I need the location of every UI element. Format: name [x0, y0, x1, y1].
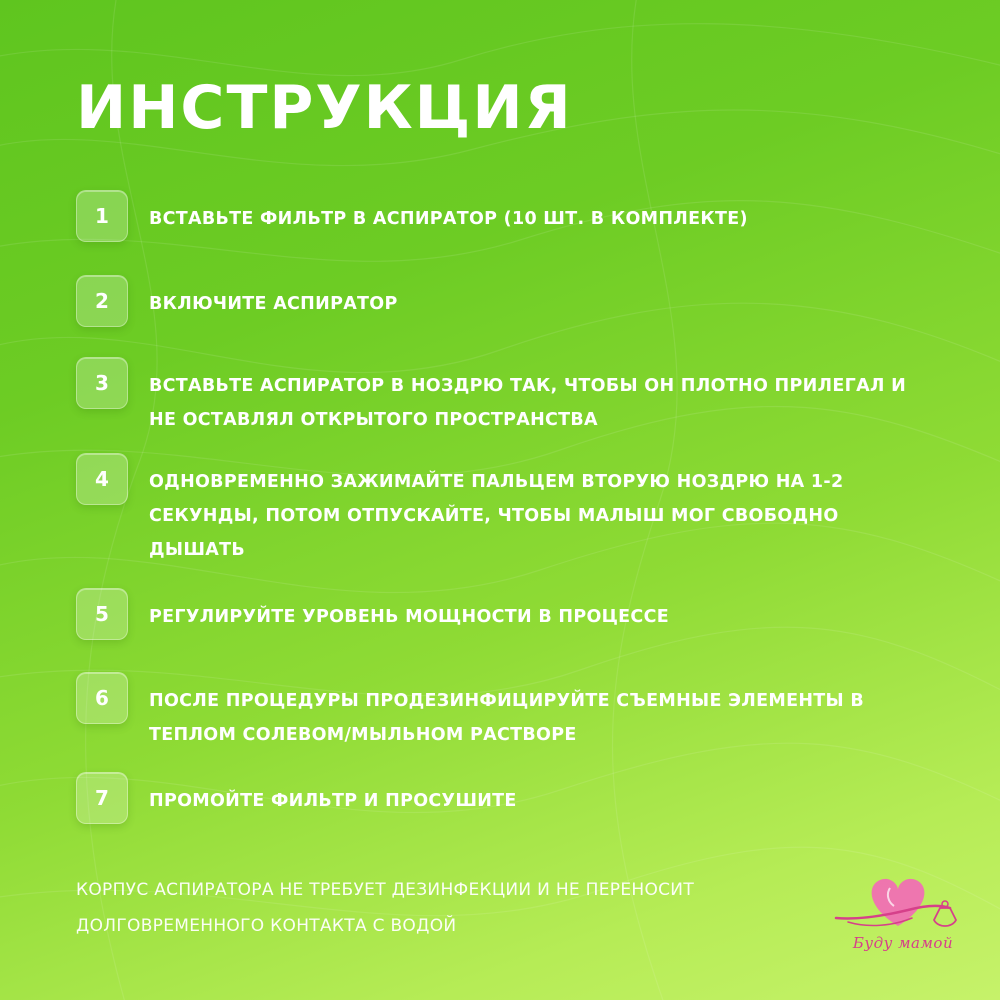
step-text: РЕГУЛИРУЙТЕ УРОВЕНЬ МОЩНОСТИ В ПРОЦЕССЕ [149, 607, 669, 627]
step-text: ПРОМОЙТЕ ФИЛЬТР И ПРОСУШИТЕ [149, 791, 517, 811]
step-text: ПОСЛЕ ПРОЦЕДУРЫ ПРОДЕЗИНФИЦИРУЙТЕ СЪЕМНЫЕ ЭЛЕМЕНТЫ В ТЕПЛОМ СОЛЕВОМ/МЫЛЬНОМ РАСТВОРЕ [149, 691, 864, 745]
step-number-badge: 3 [76, 357, 128, 409]
step-number-badge: 7 [76, 772, 128, 824]
step-number-badge: 4 [76, 453, 128, 505]
brand-name: Буду мамой [852, 934, 954, 952]
brand-logo [828, 868, 978, 968]
step-number-badge: 6 [76, 672, 128, 724]
step-text: ВКЛЮЧИТЕ АСПИРАТОР [149, 294, 398, 314]
footer-note: КОРПУС АСПИРАТОРА НЕ ТРЕБУЕТ ДЕЗИНФЕКЦИИ И НЕ ПЕРЕНОСИТ ДОЛГОВРЕМЕННОГО КОНТАКТА С ВОДОЙ [76, 880, 695, 936]
step-text: ВСТАВЬТЕ АСПИРАТОР В НОЗДРЮ ТАК, ЧТОБЫ ОН ПЛОТНО ПРИЛЕГАЛ И НЕ ОСТАВЛЯЛ ОТКРЫТОГО ПРОСТРАНСТВА [149, 376, 907, 430]
step-text: ОДНОВРЕМЕННО ЗАЖИМАЙТЕ ПАЛЬЦЕМ ВТОРУЮ НОЗДРЮ НА 1-2 СЕКУНДЫ, ПОТОМ ОТПУСКАЙТЕ, ЧТОБЫ МАЛЫШ МОГ СВОБОДНО ДЫШАТЬ [149, 472, 844, 560]
page-title: ИНСТРУКЦИЯ [76, 73, 573, 143]
step-number-badge: 5 [76, 588, 128, 640]
step-number-badge: 2 [76, 275, 128, 327]
heart-stork-icon [828, 868, 978, 938]
step-text: ВСТАВЬТЕ ФИЛЬТР В АСПИРАТОР (10 ШТ. В КОМПЛЕКТЕ) [149, 209, 748, 229]
step-number-badge: 1 [76, 190, 128, 242]
